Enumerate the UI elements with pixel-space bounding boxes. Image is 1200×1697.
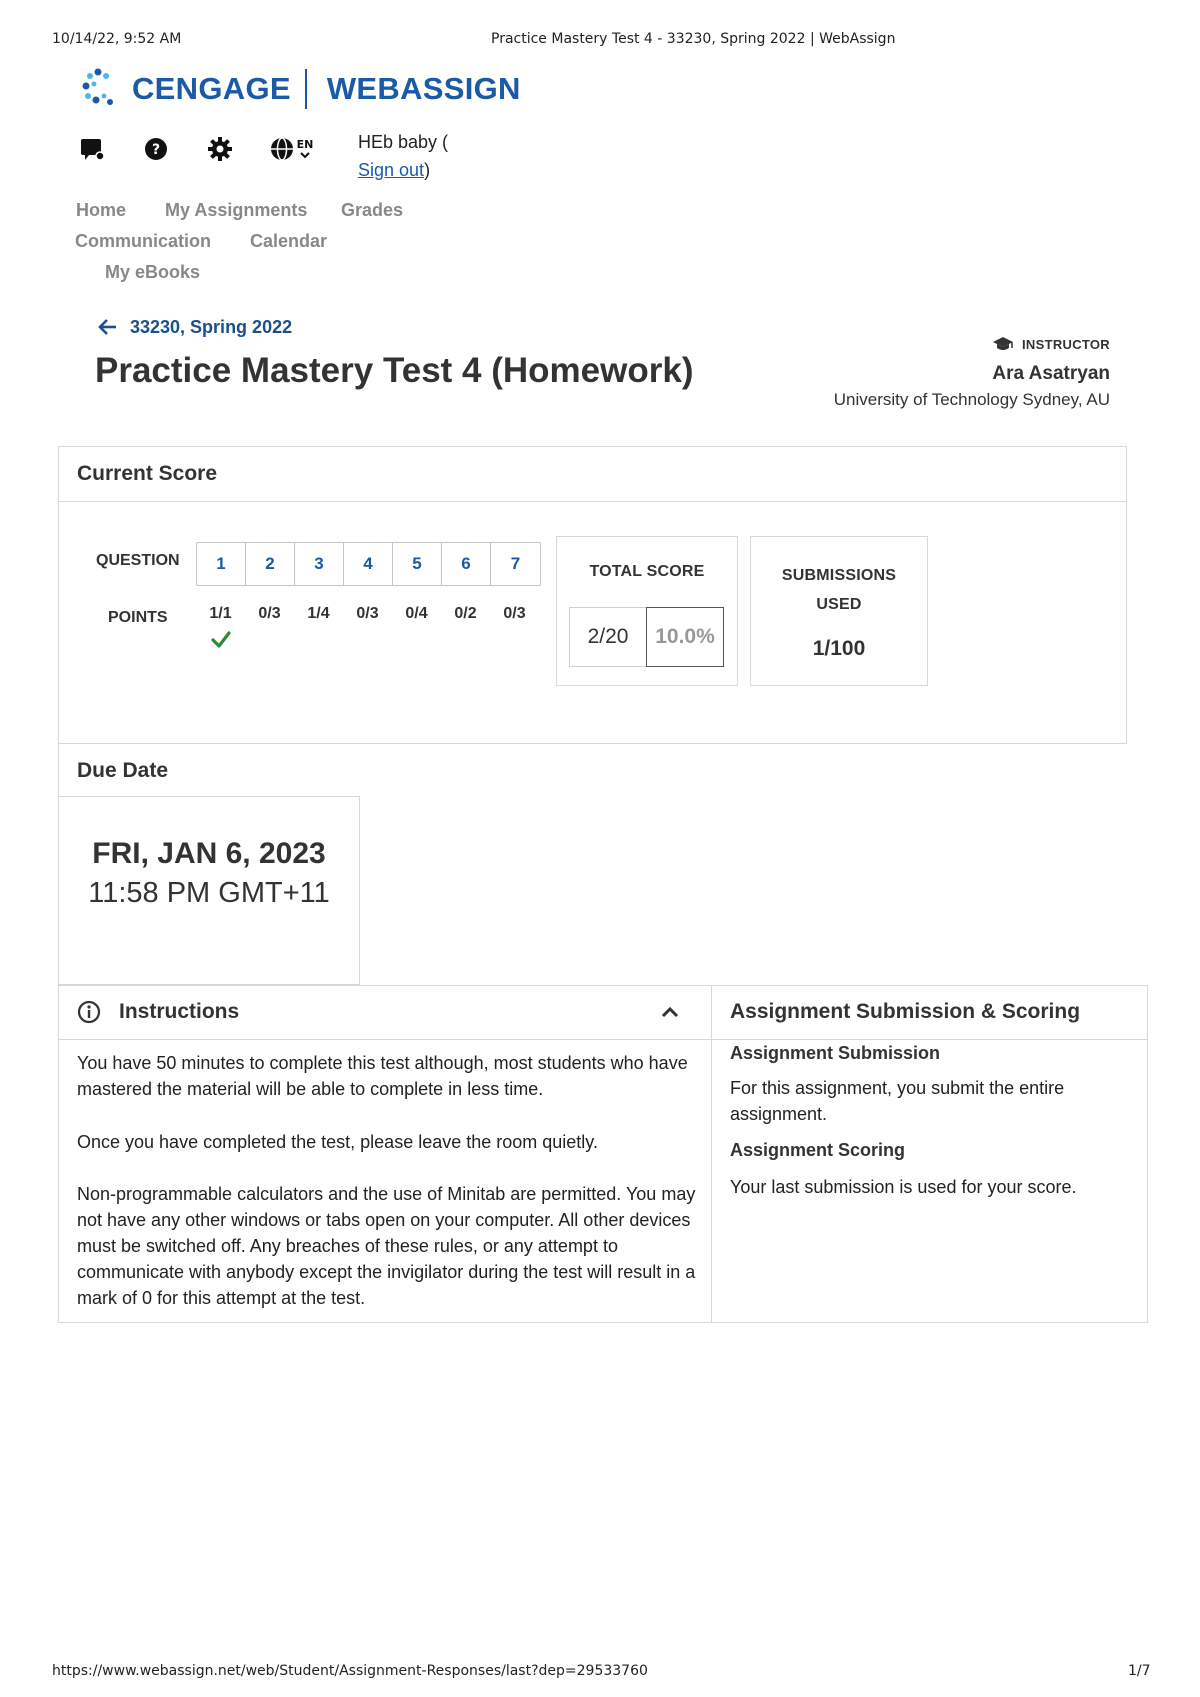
question-button-3[interactable]: 3 (295, 543, 344, 585)
instructions-paragraph-2: Once you have completed the test, please leave the room quietly. (77, 1132, 598, 1152)
assignment-submission-text: For this assignment, you submit the entire assignment. (730, 1078, 1065, 1124)
logo-divider (305, 69, 307, 109)
question-button-4[interactable]: 4 (344, 543, 393, 585)
question-button-1[interactable]: 1 (197, 543, 246, 585)
instructor-label (992, 336, 1110, 352)
checkmark-icon (210, 630, 232, 650)
submissions-label-line1: SUBMISSIONS (781, 567, 897, 584)
submissions-label (751, 561, 927, 619)
instructions-paragraph-1: You have 50 minutes to complete this test although, most students who have mastered the material will be able to complete in less time. (77, 1053, 688, 1099)
points-q5: 0/4 (405, 605, 428, 622)
submissions-card (750, 536, 928, 686)
print-title: Practice Mastery Test 4 - 33230, Spring 2022 | WebAssign (491, 31, 896, 47)
instructions-title: Instructions (119, 1000, 240, 1023)
instructor-label-text: INSTRUCTOR (1022, 336, 1110, 352)
points-q6: 0/2 (454, 605, 477, 622)
messages-icon[interactable] (78, 135, 106, 163)
language-code: EN (296, 138, 314, 151)
cengage-logo-icon (80, 66, 126, 112)
instructor-name: Ara Asatryan (992, 363, 1110, 384)
assignment-scoring-heading: Assignment Scoring (730, 1140, 906, 1160)
help-icon[interactable] (142, 135, 170, 163)
points-label: POINTS (108, 609, 168, 626)
question-button-5[interactable]: 5 (393, 543, 442, 585)
points-q2: 0/3 (258, 605, 281, 622)
arrow-left-icon (96, 316, 118, 338)
submissions-used-value: 1/100 (812, 637, 866, 660)
due-date-title: Due Date (77, 759, 169, 782)
due-date-card (58, 796, 360, 985)
page-title: Practice Mastery Test 4 (Homework) (95, 351, 694, 390)
cengage-webassign-logo[interactable] (80, 66, 521, 112)
question-button-2[interactable]: 2 (246, 543, 295, 585)
sign-out-link[interactable]: Sign out (358, 160, 425, 180)
due-time-value: 11:58 PM GMT+11 (88, 877, 330, 909)
points-row (196, 605, 539, 623)
nav-my-assignments[interactable]: My Assignments (165, 200, 308, 220)
user-name: HEb baby ( (358, 132, 449, 152)
nav-grades[interactable]: Grades (341, 200, 404, 220)
assignment-submission-heading: Assignment Submission (730, 1043, 941, 1063)
instructor-university: University of Technology Sydney, AU (833, 390, 1110, 409)
submission-scoring-title: Assignment Submission & Scoring (730, 1000, 1081, 1023)
svg-text:?: ? (151, 142, 161, 158)
question-button-6[interactable]: 6 (442, 543, 491, 585)
points-q3: 1/4 (307, 605, 330, 622)
total-score-percent: 10.0% (646, 607, 724, 667)
assignment-scoring-text: Your last submission is used for your score. (730, 1177, 1077, 1197)
question-nav (196, 542, 541, 586)
graduation-cap-icon (992, 336, 1014, 352)
chevron-up-icon[interactable] (660, 1004, 680, 1020)
print-footer-url: https://www.webassign.net/web/Student/Assignment-Responses/last?dep=29533760 (52, 1663, 648, 1679)
nav-my-ebooks[interactable]: My eBooks (105, 262, 201, 282)
total-score-label: TOTAL SCORE (589, 563, 705, 580)
question-button-7[interactable]: 7 (510, 554, 521, 573)
nav-home[interactable]: Home (76, 200, 127, 220)
current-score-title: Current Score (77, 462, 218, 485)
info-icon (77, 1000, 101, 1024)
current-score-divider (59, 501, 1126, 502)
total-score-value: 2/20 (569, 607, 647, 667)
user-close-paren: ) (424, 160, 431, 180)
print-datetime: 10/14/22, 9:52 AM (52, 31, 182, 47)
print-footer-page: 1/7 (1128, 1663, 1151, 1679)
settings-icon[interactable] (206, 135, 234, 163)
points-q4: 0/3 (356, 605, 379, 622)
due-date-value: FRI, JAN 6, 2023 (92, 837, 326, 870)
language-icon[interactable] (270, 135, 318, 163)
logo-webassign-text: WEBASSIGN (326, 71, 521, 106)
back-to-course-link[interactable] (96, 316, 292, 338)
instructions-paragraph-3: Non-programmable calculators and the use of Minitab are permitted. You may not have any other windows or tabs open on your computer. All other devices must be switched off. Any breaches of these rules, or any attempt to communicate with anybody except the invigilator during the test will result in a mark of 0 for this attempt at the test. (77, 1184, 696, 1308)
question-label: QUESTION (96, 552, 180, 569)
submissions-label-line2: USED (816, 596, 862, 613)
nav-calendar[interactable]: Calendar (250, 231, 328, 251)
total-score-card (556, 536, 738, 686)
instructions-divider (59, 1039, 711, 1040)
user-info (358, 128, 448, 184)
top-toolbar (78, 135, 354, 163)
submission-scoring-divider (712, 1039, 1147, 1040)
nav-communication[interactable]: Communication (75, 231, 212, 251)
points-q1: 1/1 (209, 605, 232, 622)
back-link-label: 33230, Spring 2022 (130, 316, 293, 337)
logo-cengage-text: CENGAGE (132, 71, 291, 106)
points-q7: 0/3 (503, 605, 526, 622)
